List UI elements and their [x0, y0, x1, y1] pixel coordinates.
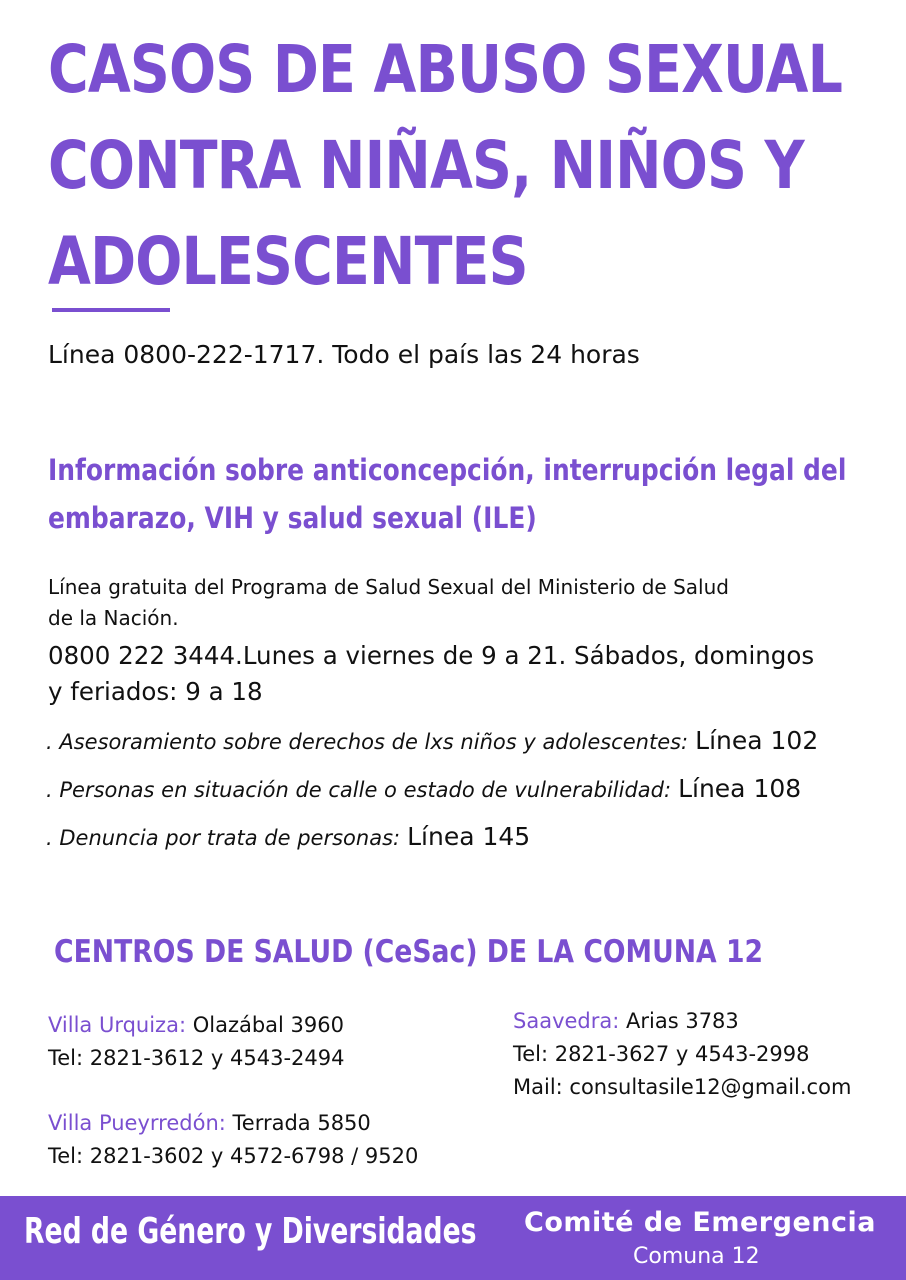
- info-line-1: Línea gratuita del Programa de Salud Sexual del Ministerio de Salud: [48, 575, 729, 599]
- centro-label: Saavedra:: [513, 1009, 620, 1033]
- bullet-label: . Asesoramiento sobre derechos de lxs niños y adolescentes:: [46, 730, 689, 754]
- centro-mail: Mail: consultasile12@gmail.com: [513, 1075, 852, 1099]
- centros-heading: CENTROS DE SALUD (CeSac) DE LA COMUNA 12: [54, 934, 764, 970]
- title-underline: [52, 308, 170, 312]
- bullet-item: [46, 726, 818, 755]
- footer-committee-sub: Comuna 12: [633, 1244, 760, 1269]
- bullet-item: [46, 822, 530, 851]
- centro-tel: Tel: 2821-3612 y 4543-2494: [48, 1046, 345, 1070]
- footer-committee-title: Comité de Emergencia: [524, 1207, 876, 1238]
- centro-address: Olazábal 3960: [192, 1013, 344, 1037]
- bullet-label: . Personas en situación de calle o estado de vulnerabilidad:: [46, 778, 672, 802]
- info-heading: [48, 446, 846, 542]
- centro-saavedra: [513, 1005, 851, 1104]
- info-heading-line-2: embarazo, VIH y salud sexual (ILE): [48, 501, 537, 535]
- bullet-value: Línea 145: [407, 822, 531, 851]
- title-line-2: CONTRA NIÑAS, NIÑOS Y: [48, 127, 804, 204]
- centro-label: Villa Urquiza:: [48, 1013, 187, 1037]
- bullet-label: . Denuncia por trata de personas:: [46, 826, 401, 850]
- centro-label: Villa Pueyrredón:: [48, 1111, 226, 1135]
- bullet-value: Línea 102: [695, 726, 819, 755]
- centro-address: Terrada 5850: [232, 1111, 371, 1135]
- info-heading-line-1: Información sobre anticoncepción, interrupción legal del: [48, 453, 847, 487]
- centro-villa-pueyrredon: [48, 1107, 418, 1173]
- info-line-4: y feriados: 9 a 18: [48, 677, 263, 706]
- footer-network-name: Red de Género y Diversidades: [24, 1211, 477, 1252]
- info-schedule: [48, 638, 814, 710]
- title-line-1: CASOS DE ABUSO SEXUAL: [48, 31, 843, 108]
- info-line-3: 0800 222 3444.Lunes a viernes de 9 a 21. Sábados, domingos: [48, 641, 815, 670]
- title-line-3: ADOLESCENTES: [48, 223, 528, 300]
- page-title: [48, 22, 843, 310]
- centro-tel: Tel: 2821-3627 y 4543-2998: [513, 1042, 810, 1066]
- centro-villa-urquiza: [48, 1009, 344, 1075]
- info-line-2: de la Nación.: [48, 606, 179, 630]
- centro-address: Arias 3783: [626, 1009, 739, 1033]
- hotline-text: Línea 0800-222-1717. Todo el país las 24 horas: [48, 340, 640, 369]
- bullet-value: Línea 108: [678, 774, 802, 803]
- info-description: [48, 572, 729, 634]
- bullet-item: [46, 774, 801, 803]
- centro-tel: Tel: 2821-3602 y 4572-6798 / 9520: [48, 1144, 419, 1168]
